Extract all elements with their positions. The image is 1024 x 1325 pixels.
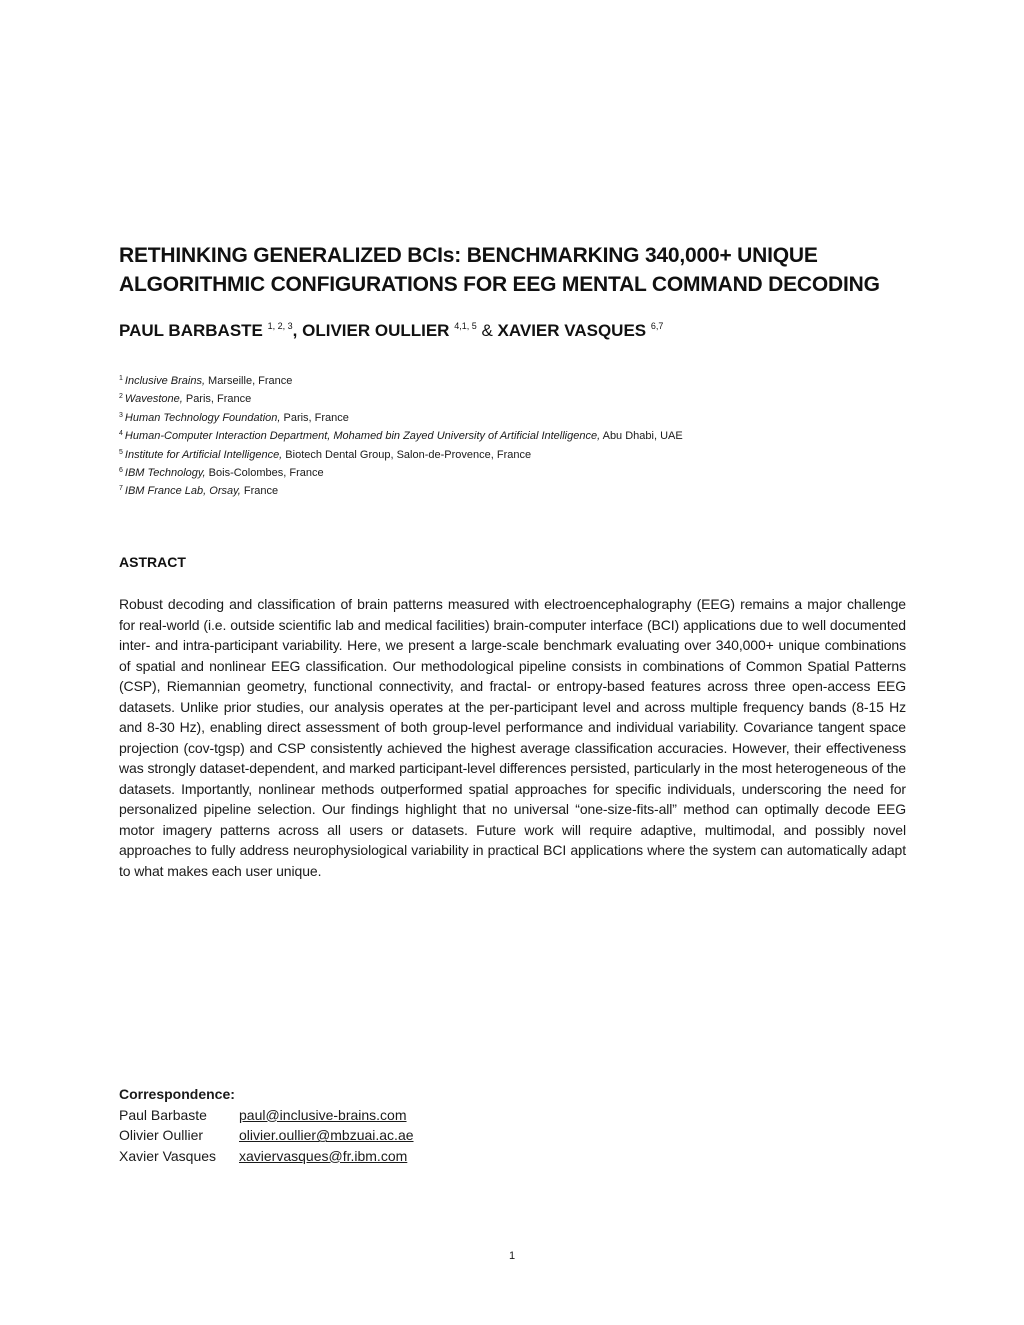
correspondence-block	[119, 1084, 414, 1166]
affiliation-number: 1	[119, 375, 123, 382]
affiliation-number: 3	[119, 411, 123, 419]
affiliation	[119, 481, 683, 499]
author-affiliation-marks: 6,7	[650, 321, 664, 331]
title-line-1: RETHINKING GENERALIZED BCIs: BENCHMARKING 340,000+ UNIQUE	[119, 244, 818, 267]
affiliation-location: Bois-Colombes, France	[205, 467, 324, 480]
contact-email-link[interactable]: xaviervasques@fr.ibm.com	[239, 1147, 408, 1164]
author-list	[119, 321, 663, 341]
affiliation-institution: Wavestone,	[124, 393, 183, 406]
title-line-2: ALGORITHMIC CONFIGURATIONS FOR EEG MENTAL COMMAND DECODING	[119, 273, 880, 296]
affiliation-number: 5	[119, 448, 123, 456]
affiliation-location: Abu Dhabi, UAE	[600, 430, 683, 443]
affiliation-location: France	[240, 485, 279, 498]
affiliation	[119, 371, 683, 389]
affiliation-institution: Institute for Artificial Intelligence,	[124, 448, 283, 461]
affiliation	[119, 426, 683, 444]
affiliation-institution: Inclusive Brains,	[124, 375, 205, 387]
affiliation-institution: Human Technology Foundation,	[124, 411, 281, 424]
abstract-body	[119, 594, 906, 881]
author-affiliation-marks: 1, 2, 3	[267, 321, 293, 331]
correspondence-row	[119, 1105, 414, 1126]
author-affiliation-marks: 4,1, 5	[454, 321, 477, 331]
correspondence-row	[119, 1146, 414, 1167]
affiliation-number: 6	[119, 467, 123, 475]
affiliation-location: Biotech Dental Group, Salon-de-Provence, France	[282, 448, 532, 461]
affiliation-institution: IBM France Lab, Orsay,	[124, 485, 241, 498]
author-separator: ,	[292, 321, 303, 340]
author-name: PAUL BARBASTE	[119, 321, 263, 340]
affiliation-institution: Human-Computer Interaction Department, Mohamed bin Zayed University of Artificial Intelligence,	[124, 430, 601, 443]
affiliation-location: Marseille, France	[205, 375, 293, 387]
affiliation-list	[119, 371, 683, 500]
affiliation-institution: IBM Technology,	[124, 467, 206, 480]
affiliation	[119, 463, 683, 481]
affiliation-number: 2	[119, 393, 123, 401]
author-separator: &	[476, 321, 498, 340]
contact-email-link[interactable]: olivier.oullier@mbzuai.ac.ae	[239, 1127, 414, 1144]
affiliation	[119, 389, 683, 407]
affiliation-location: Paris, France	[182, 393, 252, 406]
author-name: OLIVIER OULLIER	[302, 321, 450, 340]
page-number: 1	[508, 1250, 516, 1262]
abstract-paragraph: Robust decoding and classification of brain patterns measured with electroencephalography (EEG) remains a major challenge for real-world (i.e. outside scientific lab and medical facilities) brain-computer interface (BCI) applications due to well documented inter- and intra-participant variability. Here, we present a large-scale benchmark evaluating over 340,000+ unique combinations of spatial and nonlinear EEG classification. Our methodological pipeline consists in combinations of Common Spatial Patterns (CSP), Riemannian geometry, functional connectivity, and fractal- or entropy-based features across three open-access EEG datasets. Unlike prior studies, our analysis operates at the per-participant level and across multiple frequency bands (8-15 Hz and 8-30 Hz), enabling direct assessment of both group-level performance and individual variability. Covariance tangent space projection (cov-tgsp) and CSP consistently achieved the highest average classification accuracies. However, their effectiveness was strongly dataset-dependent, and marked participant-level differences persisted, particularly in the most heterogeneous of the datasets. Importantly, nonlinear methods outperformed spatial approaches for specific individuals, underscoring the need for personalized pipeline selection. Our findings highlight that no universal “one-size-fits-all” method can optimally decode EEG motor imagery patterns across all users or datasets. Future work will require adaptive, multimodal, and possibly novel approaches to fully address neurophysiological variability in practical BCI applications where the system can automatically adapt to what makes each user unique.	[119, 596, 906, 879]
contact-name: Olivier Oullier	[119, 1127, 204, 1144]
contact-name: Paul Barbaste	[119, 1106, 207, 1123]
abstract-heading: ASTRACT	[119, 554, 186, 570]
contact-email-link[interactable]: paul@inclusive-brains.com	[239, 1106, 407, 1123]
affiliation-location: Paris, France	[280, 411, 349, 424]
affiliation-number: 4	[119, 430, 123, 438]
paper-title	[119, 241, 919, 299]
author-name: XAVIER VASQUES	[497, 321, 647, 340]
affiliation-number: 7	[119, 485, 123, 493]
correspondence-heading: Correspondence:	[119, 1086, 235, 1102]
contact-name: Xavier Vasques	[119, 1147, 217, 1164]
correspondence-row	[119, 1125, 414, 1146]
affiliation	[119, 445, 683, 463]
affiliation	[119, 408, 683, 426]
